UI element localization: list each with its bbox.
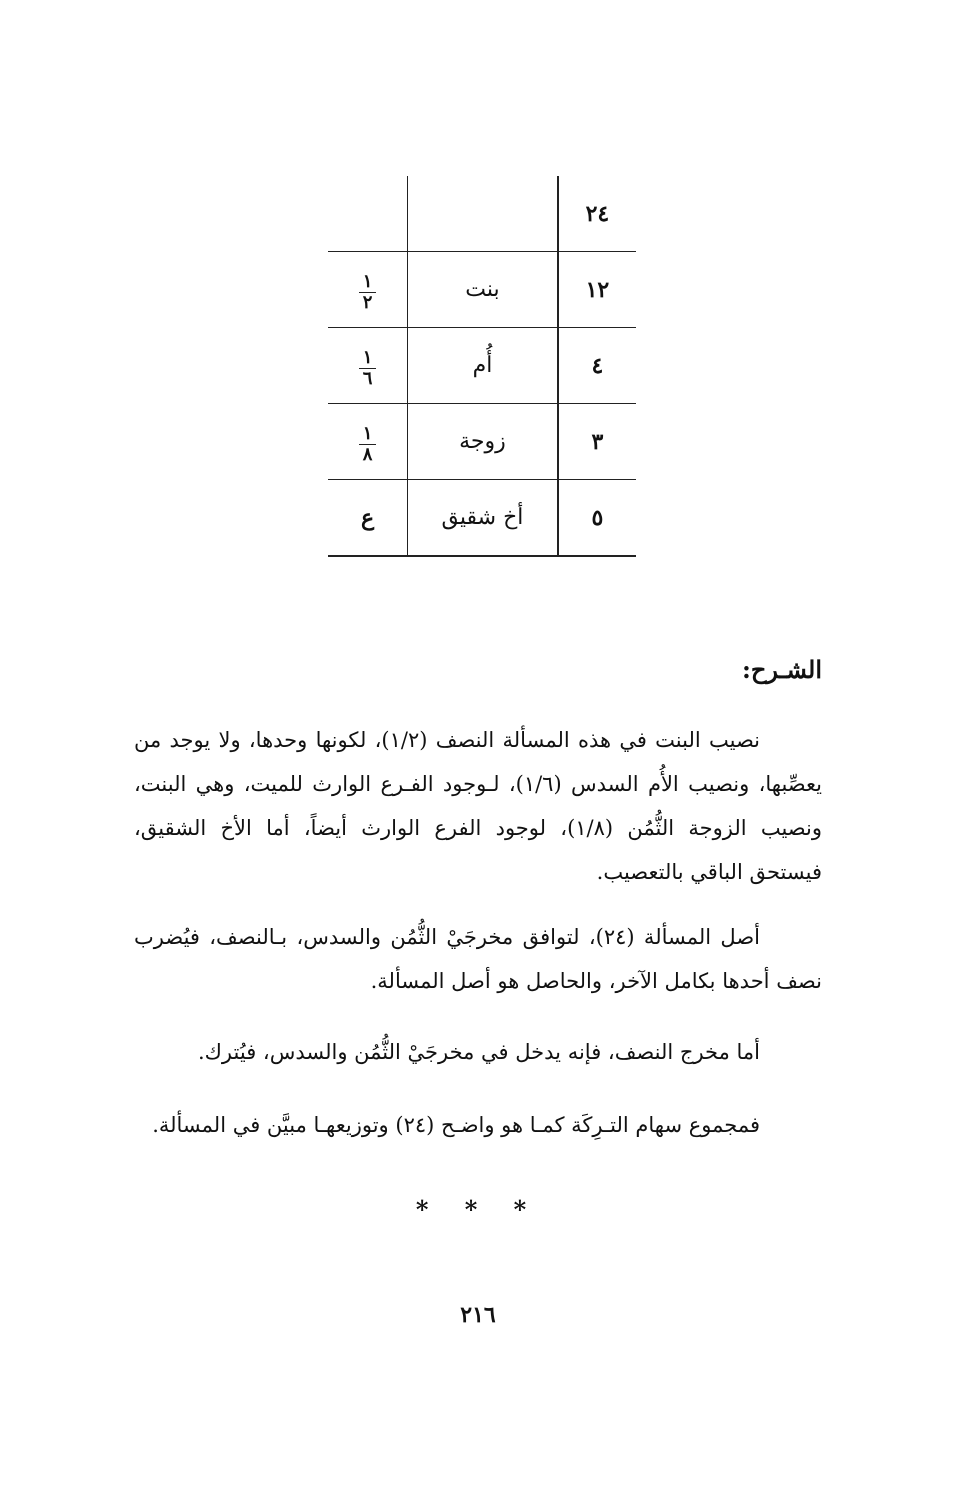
table-row — [328, 328, 636, 404]
empty-cell — [408, 176, 558, 252]
fraction-numerator: ١ — [359, 349, 377, 369]
heir-cell: زوجة — [408, 404, 558, 480]
heir-cell: أُم — [408, 328, 558, 404]
fraction — [359, 425, 377, 464]
fraction-denominator: ٨ — [362, 444, 373, 465]
fraction-cell — [328, 328, 408, 404]
inheritance-table — [328, 176, 636, 557]
table-row — [328, 404, 636, 480]
share-cell: ٤ — [558, 328, 636, 404]
fraction-denominator: ٦ — [362, 368, 373, 389]
fraction — [359, 349, 377, 388]
share-cell: ٣ — [558, 404, 636, 480]
explanation-paragraph: فمجموع سهام التـرِكَة كمـا هو واضـح (٢٤) وتوزيعهـا مبيَّن في المسألة. — [152, 1113, 760, 1137]
total-shares-cell: ٢٤ — [558, 176, 636, 252]
page-number: ٢١٦ — [460, 1302, 496, 1328]
empty-cell — [328, 176, 408, 252]
fraction-cell — [328, 252, 408, 328]
table-row-total — [328, 176, 636, 252]
fraction-cell — [328, 404, 408, 480]
explanation-paragraph: أما مخرج النصف، فإنه يدخل في مخرجَيْ الثُّمُن والسدس، فيُترك. — [197, 1040, 760, 1064]
fraction — [359, 273, 377, 312]
share-cell: ٥ — [558, 480, 636, 557]
section-separator: * * * — [415, 1195, 541, 1224]
residuary-symbol-cell: ع — [328, 480, 408, 557]
explanation-heading: الشـرح: — [741, 655, 822, 684]
table-row — [328, 252, 636, 328]
heir-cell: بنت — [408, 252, 558, 328]
share-cell: ١٢ — [558, 252, 636, 328]
explanation-paragraph: نصيب البنت في هذه المسألة النصف (١/٢)، لكونها وحدها، ولا يوجد من يعصِّبها، ونصيب الأُم السدس (١/٦)، لـوجود الفـرع الوارث للميت، وهي البنت، ونصيب الزوجة الثُّمُن (١/٨)، لوجود الفرع الوارث أيضاً، أما الأخ الشقيق، فيستحق الباقي بالتعصيب. — [134, 728, 822, 884]
fraction-numerator: ١ — [359, 425, 377, 445]
fraction-denominator: ٢ — [362, 292, 373, 313]
heir-cell: أخ شقيق — [408, 480, 558, 557]
fraction-numerator: ١ — [359, 273, 377, 293]
explanation-paragraph: أصل المسألة (٢٤)، لتوافق مخرجَيْ الثُّمُن والسدس، بـالنصف، فيُضرب نصف أحدها بكامل الآخر، والحاصل هو أصل المسألة. — [134, 925, 822, 993]
table-row — [328, 480, 636, 557]
